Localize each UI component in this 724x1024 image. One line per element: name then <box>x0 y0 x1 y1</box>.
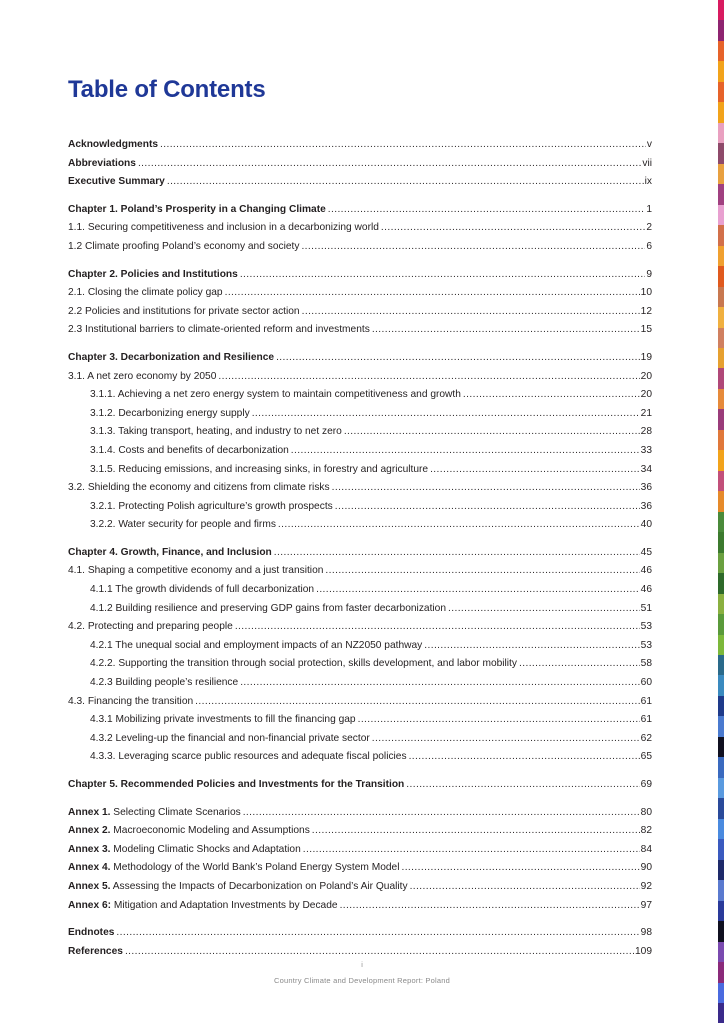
toc-entry-page: 53 <box>640 639 652 651</box>
toc-entry-page: 62 <box>640 732 652 744</box>
color-stripe-segment <box>718 287 724 307</box>
toc-entry-text: Assessing the Impacts of Decarbonization on Poland’s Air Quality <box>110 880 408 892</box>
color-stripe-segment <box>718 430 724 450</box>
toc-entry-page: 61 <box>640 695 652 707</box>
toc-entry-label <box>68 924 116 943</box>
dot-leader <box>340 897 640 916</box>
toc-entry[interactable] <box>68 804 652 823</box>
toc-group <box>68 776 652 795</box>
toc-entry-page: 92 <box>640 880 652 892</box>
toc-entry-label <box>68 155 138 174</box>
toc-entry-text: 3.1.2. Decarbonizing energy supply <box>90 407 250 419</box>
color-stripe-segment <box>718 348 724 368</box>
dot-leader <box>276 349 640 368</box>
toc-entry-label <box>68 841 303 860</box>
toc-entry-prefix: Annex 1. <box>68 806 111 818</box>
toc-entry-prefix: Abbreviations <box>68 157 136 169</box>
color-stripe-segment <box>718 655 724 675</box>
toc-entry[interactable] <box>68 943 652 962</box>
dot-leader <box>303 841 640 860</box>
toc-entry[interactable] <box>68 637 652 656</box>
dot-leader <box>409 748 640 767</box>
color-stripe-segment <box>718 164 724 184</box>
toc-entry-label <box>68 897 340 916</box>
toc-entry-prefix: Annex 3. <box>68 843 111 855</box>
toc-entry[interactable] <box>68 822 652 841</box>
color-stripe-segment <box>718 512 724 532</box>
color-stripe-segment <box>718 819 724 839</box>
toc-entry-page: 20 <box>640 389 652 401</box>
toc-entry[interactable] <box>68 711 652 730</box>
toc-entry-text: 3.2.2. Water security for people and firms <box>90 519 276 531</box>
dot-leader <box>519 655 640 674</box>
toc-entry-label <box>68 822 312 841</box>
toc-entry-text: Methodology of the World Bank’s Poland Energy System Model <box>110 862 400 874</box>
toc-entry-page: 34 <box>640 463 652 475</box>
toc-entry[interactable] <box>68 600 652 619</box>
color-stripe-segment <box>718 61 724 81</box>
toc-entry-prefix: Annex 5. <box>68 880 111 892</box>
toc-entry-prefix: References <box>68 945 123 957</box>
toc-entry-label <box>90 498 335 517</box>
toc-entry-prefix: Endnotes <box>68 927 115 939</box>
toc-entry-label <box>90 674 240 693</box>
toc-entry[interactable] <box>68 730 652 749</box>
toc-entry[interactable] <box>68 562 652 581</box>
toc-entry-text: 2.3 Institutional barriers to climate-oriented reform and investments <box>68 324 370 336</box>
dot-leader <box>243 804 640 823</box>
toc-entry-label <box>68 201 328 220</box>
toc-entry-page: 80 <box>640 806 652 818</box>
toc-entry[interactable] <box>68 405 652 424</box>
toc-entry-label <box>90 405 252 424</box>
toc-entry-label <box>68 693 195 712</box>
toc-entry-prefix: Executive Summary <box>68 176 165 188</box>
color-stripe-segment <box>718 696 724 716</box>
toc-entry-prefix: Chapter 1. Poland’s Prosperity in a Changing Climate <box>68 203 326 215</box>
color-stripe-segment <box>718 82 724 102</box>
toc-entry-label <box>90 711 358 730</box>
toc-entry-page: 69 <box>640 779 652 790</box>
toc-entry[interactable] <box>68 219 652 238</box>
color-stripe-segment <box>718 307 724 327</box>
dot-leader <box>448 600 640 619</box>
toc-entry-label <box>68 303 302 322</box>
color-stripe-segment <box>718 471 724 491</box>
toc-entry-label <box>90 423 344 442</box>
toc-group <box>68 349 652 535</box>
color-stripe-bar <box>718 0 724 1024</box>
toc-entry-text: Macroeconomic Modeling and Assumptions <box>110 825 310 837</box>
dot-leader <box>240 674 639 693</box>
color-stripe-segment <box>718 266 724 286</box>
dot-leader <box>424 637 639 656</box>
dot-leader <box>406 776 639 795</box>
toc-entry-page: 20 <box>640 370 652 382</box>
dot-leader <box>218 368 639 387</box>
toc-entry-text: 4.1. Shaping a competitive economy and a just transition <box>68 565 324 577</box>
dot-leader <box>167 173 644 192</box>
toc-entry-page: 82 <box>640 825 652 837</box>
toc-entry-text: Selecting Climate Scenarios <box>110 806 241 818</box>
toc-group <box>68 201 652 257</box>
toc-entry[interactable] <box>68 442 652 461</box>
color-stripe-segment <box>718 20 724 40</box>
color-stripe-segment <box>718 901 724 921</box>
toc-group <box>68 266 652 340</box>
color-stripe-segment <box>718 143 724 163</box>
dot-leader <box>160 136 646 155</box>
toc-entry-label <box>68 562 325 581</box>
color-stripe-segment <box>718 123 724 143</box>
toc-entry[interactable] <box>68 423 652 442</box>
toc-entry[interactable] <box>68 655 652 674</box>
color-stripe-segment <box>718 983 724 1003</box>
toc-entry-page: 36 <box>640 500 652 512</box>
toc-entry-prefix: Annex 4. <box>68 862 111 874</box>
color-stripe-segment <box>718 839 724 859</box>
toc-entry-page: 109 <box>635 945 652 957</box>
color-stripe-segment <box>718 102 724 122</box>
dot-leader <box>116 924 639 943</box>
toc-entry-text: 2.1. Closing the climate policy gap <box>68 287 223 299</box>
color-stripe-segment <box>718 737 724 757</box>
toc-entry-label <box>68 136 160 155</box>
toc-entry[interactable] <box>68 266 652 285</box>
toc-entry-page: 60 <box>640 677 652 689</box>
toc-entry-label <box>90 442 291 461</box>
toc-entry-page: 61 <box>640 714 652 726</box>
dot-leader <box>381 219 645 238</box>
dot-leader <box>138 155 641 174</box>
toc-entry[interactable] <box>68 674 652 693</box>
toc-entry-page: 53 <box>640 621 652 633</box>
toc-entry-page: 1 <box>646 203 652 215</box>
toc-entry-page: 45 <box>640 546 652 558</box>
page-title: Table of Contents <box>68 76 266 103</box>
color-stripe-segment <box>718 532 724 552</box>
toc-entry-label <box>68 321 372 340</box>
toc-entry-prefix: Chapter 4. Growth, Finance, and Inclusion <box>68 546 272 558</box>
toc-entry-prefix: Annex 6: <box>68 899 112 911</box>
dot-leader <box>316 581 640 600</box>
toc-entry[interactable] <box>68 173 652 192</box>
toc-entry-page: 28 <box>640 426 652 438</box>
toc-entry-label <box>90 581 316 600</box>
toc-entry[interactable] <box>68 498 652 517</box>
toc-entry-label <box>68 479 332 498</box>
dot-leader <box>235 618 640 637</box>
table-of-contents <box>68 136 652 970</box>
toc-entry-page: 98 <box>640 927 652 939</box>
color-stripe-segment <box>718 942 724 962</box>
toc-entry[interactable] <box>68 693 652 712</box>
toc-entry[interactable] <box>68 878 652 897</box>
dot-leader <box>325 562 639 581</box>
dot-leader <box>335 498 640 517</box>
color-stripe-segment <box>718 798 724 818</box>
toc-entry-prefix: Annex 2. <box>68 825 111 837</box>
toc-entry[interactable] <box>68 544 652 563</box>
toc-entry-label <box>90 730 372 749</box>
toc-entry-page: 46 <box>640 565 652 577</box>
toc-entry[interactable] <box>68 136 652 155</box>
color-stripe-segment <box>718 778 724 798</box>
toc-entry-page: vii <box>642 157 652 169</box>
toc-entry-label <box>68 859 401 878</box>
toc-entry-page: 10 <box>640 287 652 299</box>
toc-entry-label <box>68 173 167 192</box>
toc-entry-prefix: Acknowledgments <box>68 139 159 150</box>
toc-entry-text: 4.2.1 The unequal social and employment impacts of an NZ2050 pathway <box>90 639 423 651</box>
color-stripe-segment <box>718 205 724 225</box>
dot-leader <box>463 386 640 405</box>
dot-leader <box>225 284 640 303</box>
toc-entry-page: 51 <box>640 602 652 614</box>
toc-entry-page: 15 <box>640 324 652 336</box>
dot-leader <box>328 201 646 220</box>
toc-entry-prefix: Chapter 5. Recommended Policies and Investments for the Transition <box>68 779 405 790</box>
toc-entry[interactable] <box>68 303 652 322</box>
color-stripe-segment <box>718 409 724 429</box>
toc-entry-text: 4.1.2 Building resilience and preserving GDP gains from faster decarbonization <box>90 602 447 614</box>
color-stripe-segment <box>718 635 724 655</box>
toc-entry-text: 3.1.4. Costs and benefits of decarbonization <box>90 444 289 456</box>
toc-entry-label <box>90 516 278 535</box>
toc-entry-label <box>90 748 409 767</box>
dot-leader <box>372 321 640 340</box>
color-stripe-segment <box>718 757 724 777</box>
toc-entry-label <box>68 804 243 823</box>
toc-entry-page: 84 <box>640 843 652 855</box>
toc-entry-text: 2.2 Policies and institutions for private sector action <box>68 305 300 317</box>
dot-leader <box>195 693 640 712</box>
dot-leader <box>125 943 634 962</box>
toc-entry-text: 4.1.1 The growth dividends of full decarbonization <box>90 584 315 596</box>
toc-entry-label <box>68 368 218 387</box>
toc-entry[interactable] <box>68 349 652 368</box>
color-stripe-segment <box>718 491 724 511</box>
toc-entry-label <box>90 655 519 674</box>
color-stripe-segment <box>718 716 724 736</box>
toc-entry[interactable] <box>68 155 652 174</box>
dot-leader <box>291 442 640 461</box>
color-stripe-segment <box>718 860 724 880</box>
toc-entry-text: 1.2 Climate proofing Poland’s economy and society <box>68 240 300 252</box>
toc-entry[interactable] <box>68 368 652 387</box>
toc-entry[interactable] <box>68 581 652 600</box>
toc-entry-label <box>68 544 274 563</box>
toc-entry-page: 19 <box>640 351 652 363</box>
color-stripe-segment <box>718 1003 724 1023</box>
color-stripe-segment <box>718 328 724 348</box>
color-stripe-segment <box>718 573 724 593</box>
toc-entry-label <box>68 349 276 368</box>
toc-entry-page: 90 <box>640 862 652 874</box>
toc-entry[interactable] <box>68 776 652 795</box>
toc-entry[interactable] <box>68 479 652 498</box>
page-number: i <box>361 962 363 969</box>
toc-entry-page: 21 <box>640 407 652 419</box>
toc-entry-page: 9 <box>646 268 652 280</box>
toc-entry-prefix: Chapter 3. Decarbonization and Resilience <box>68 351 275 363</box>
toc-entry-text: 3.1.1. Achieving a net zero energy system to maintain competitiveness and growth <box>90 389 461 401</box>
dot-leader <box>252 405 640 424</box>
toc-entry-page: 2 <box>646 222 652 234</box>
toc-entry-page: 40 <box>640 519 652 531</box>
toc-entry-label <box>90 386 463 405</box>
toc-entry-text: 4.3.2 Leveling-up the financial and non-financial private sector <box>90 732 370 744</box>
color-stripe-segment <box>718 450 724 470</box>
toc-entry-prefix: Chapter 2. Policies and Institutions <box>68 268 238 280</box>
toc-entry-text: 4.2.3 Building people’s resilience <box>90 677 239 689</box>
color-stripe-segment <box>718 921 724 941</box>
toc-group <box>68 136 652 192</box>
toc-group <box>68 804 652 916</box>
toc-group <box>68 544 652 767</box>
toc-entry[interactable] <box>68 748 652 767</box>
toc-entry-text: 3.2.1. Protecting Polish agriculture’s growth prospects <box>90 500 333 512</box>
toc-entry-page: ix <box>644 176 652 188</box>
toc-entry-text: 3.1.3. Taking transport, heating, and industry to net zero <box>90 426 342 438</box>
dot-leader <box>344 423 640 442</box>
color-stripe-segment <box>718 41 724 61</box>
toc-entry-label <box>68 284 225 303</box>
toc-entry-page: 97 <box>640 899 652 911</box>
toc-entry-label <box>68 266 240 285</box>
toc-entry-text: 4.2. Protecting and preparing people <box>68 621 233 633</box>
toc-entry-text: 4.3. Financing the transition <box>68 695 194 707</box>
color-stripe-segment <box>718 675 724 695</box>
color-stripe-segment <box>718 962 724 982</box>
color-stripe-segment <box>718 0 724 20</box>
toc-entry-page: 65 <box>640 751 652 763</box>
toc-entry-text: Modeling Climatic Shocks and Adaptation <box>110 843 301 855</box>
dot-leader <box>332 479 640 498</box>
toc-entry-label <box>68 878 410 897</box>
toc-entry-page: 6 <box>646 240 652 252</box>
toc-entry-text: 1.1. Securing competitiveness and inclusion in a decarbonizing world <box>68 222 379 234</box>
dot-leader <box>301 238 645 257</box>
dot-leader <box>358 711 640 730</box>
toc-entry[interactable] <box>68 284 652 303</box>
dot-leader <box>312 822 640 841</box>
toc-entry-text: 4.3.3. Leveraging scarce public resources and adequate fiscal policies <box>90 751 407 763</box>
color-stripe-segment <box>718 389 724 409</box>
toc-entry-text: 3.1.5. Reducing emissions, and increasing sinks, in forestry and agriculture <box>90 463 429 475</box>
color-stripe-segment <box>718 225 724 245</box>
toc-entry[interactable] <box>68 461 652 480</box>
toc-entry[interactable] <box>68 897 652 916</box>
dot-leader <box>372 730 640 749</box>
toc-entry-label <box>68 776 406 795</box>
dot-leader <box>278 516 640 535</box>
color-stripe-segment <box>718 246 724 266</box>
toc-entry-page: v <box>646 139 652 150</box>
toc-entry-label <box>90 461 430 480</box>
toc-entry[interactable] <box>68 618 652 637</box>
toc-entry-page: 58 <box>640 658 652 670</box>
toc-entry-page: 12 <box>640 305 652 317</box>
dot-leader <box>401 859 639 878</box>
toc-entry-label <box>68 219 381 238</box>
toc-entry[interactable] <box>68 859 652 878</box>
color-stripe-segment <box>718 614 724 634</box>
toc-entry-page: 33 <box>640 444 652 456</box>
color-stripe-segment <box>718 184 724 204</box>
color-stripe-segment <box>718 594 724 614</box>
dot-leader <box>302 303 640 322</box>
dot-leader <box>274 544 640 563</box>
toc-entry[interactable] <box>68 841 652 860</box>
toc-entry-label <box>90 600 448 619</box>
color-stripe-segment <box>718 553 724 573</box>
toc-entry[interactable] <box>68 238 652 257</box>
toc-group <box>68 924 652 961</box>
toc-entry[interactable] <box>68 924 652 943</box>
report-title-footer: Country Climate and Development Report: Poland <box>274 976 450 985</box>
dot-leader <box>410 878 640 897</box>
toc-entry[interactable] <box>68 386 652 405</box>
toc-entry[interactable] <box>68 201 652 220</box>
toc-entry-page: 36 <box>640 482 652 494</box>
toc-entry[interactable] <box>68 516 652 535</box>
toc-entry-text: 4.3.1 Mobilizing private investments to fill the financing gap <box>90 714 356 726</box>
color-stripe-segment <box>718 368 724 388</box>
toc-entry-text: Mitigation and Adaptation Investments by Decade <box>111 899 338 911</box>
toc-entry-label <box>68 238 301 257</box>
toc-entry-label <box>68 943 125 962</box>
toc-entry[interactable] <box>68 321 652 340</box>
toc-entry-label <box>68 618 235 637</box>
toc-entry-text: 4.2.2. Supporting the transition through social protection, skills development, and labor mobility <box>90 658 517 670</box>
dot-leader <box>240 266 646 285</box>
color-stripe-segment <box>718 880 724 900</box>
dot-leader <box>430 461 640 480</box>
toc-entry-text: 3.1. A net zero economy by 2050 <box>68 370 217 382</box>
toc-entry-label <box>90 637 424 656</box>
toc-entry-page: 46 <box>640 584 652 596</box>
toc-entry-text: 3.2. Shielding the economy and citizens from climate risks <box>68 482 330 494</box>
